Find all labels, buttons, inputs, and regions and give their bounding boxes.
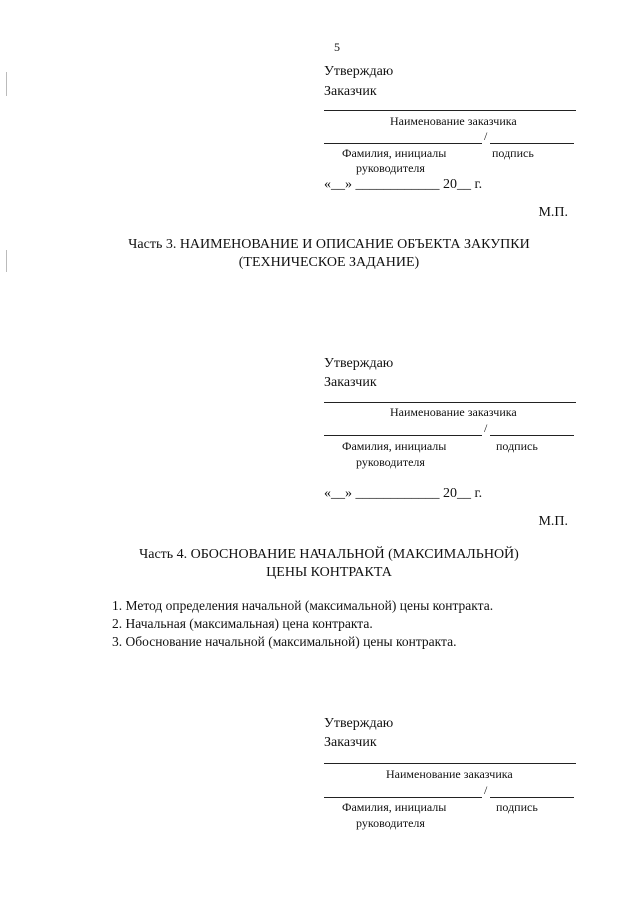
list-item: 2. Начальная (максимальная) цена контракта. (112, 616, 373, 631)
list-item: 1. Метод определения начальной (максимальной) цены контракта. (112, 598, 494, 613)
fio-line (324, 435, 482, 436)
signature-caption: подпись (496, 800, 538, 814)
fio-caption: Фамилия, инициалы (342, 146, 447, 160)
page-number: 5 (334, 40, 340, 54)
fio-line (324, 143, 482, 144)
fio-caption: Фамилия, инициалы (342, 439, 447, 453)
fio-caption-position: руководителя (356, 455, 425, 469)
customer-name-caption: Наименование заказчика (386, 767, 513, 781)
signature-line (490, 143, 574, 144)
signature-caption: подпись (496, 439, 538, 453)
scan-edge-mark-top (6, 72, 7, 96)
fio-line (324, 797, 482, 798)
signature-line (490, 435, 574, 436)
signature-caption: подпись (492, 146, 534, 160)
approval-role: Заказчик (324, 84, 377, 99)
fio-caption-position: руководителя (356, 161, 425, 175)
approval-role: Заказчик (324, 375, 377, 390)
stamp-place: М.П. (538, 514, 568, 529)
list-item: 3. Обоснование начальной (максимальной) цены контракта. (112, 634, 457, 649)
stamp-place: М.П. (538, 205, 568, 220)
customer-name-caption: Наименование заказчика (390, 114, 517, 128)
signature-line (490, 797, 574, 798)
customer-name-caption: Наименование заказчика (390, 405, 517, 419)
part4-title-line1: Часть 4. ОБОСНОВАНИЕ НАЧАЛЬНОЙ (МАКСИМАЛЬНОЙ) (139, 547, 519, 562)
approval-title: Утверждаю (324, 356, 394, 371)
fio-caption: Фамилия, инициалы (342, 800, 447, 814)
slash-separator: / (484, 783, 488, 797)
slash-separator: / (484, 129, 488, 143)
part3-title-line1: Часть 3. НАИМЕНОВАНИЕ И ОПИСАНИЕ ОБЪЕКТА ЗАКУПКИ (128, 237, 530, 252)
date-line: «__» ____________ 20__ г. (324, 486, 483, 501)
part4-title-line2: ЦЕНЫ КОНТРАКТА (266, 565, 392, 580)
part3-title-line2: (ТЕХНИЧЕСКОЕ ЗАДАНИЕ) (238, 255, 420, 270)
slash-separator: / (484, 421, 488, 435)
fio-caption-position: руководителя (356, 816, 425, 830)
date-line: «__» ____________ 20__ г. (324, 177, 483, 192)
approval-title: Утверждаю (324, 716, 394, 731)
customer-name-line (324, 402, 576, 403)
approval-title: Утверждаю (324, 64, 394, 79)
customer-name-line (324, 763, 576, 764)
approval-role: Заказчик (324, 735, 377, 750)
customer-name-line (324, 110, 576, 111)
